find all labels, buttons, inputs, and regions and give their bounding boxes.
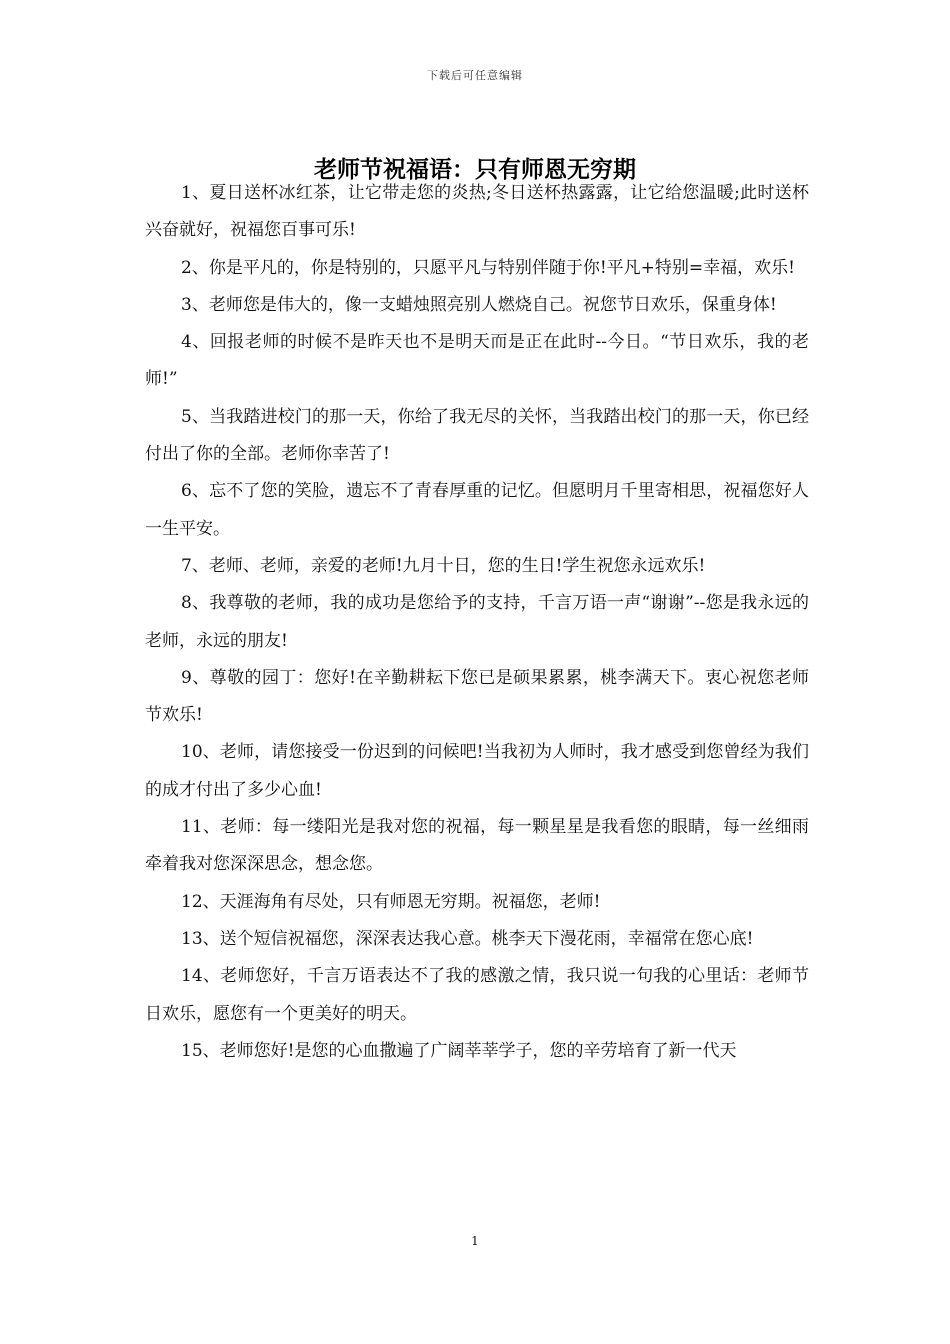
- paragraph-2: 2、你是平凡的，你是特别的，只愿平凡与特别伴随于你!平凡+特别=幸福，欢乐!: [181, 257, 795, 278]
- paragraph-3: 3、老师您是伟大的，像一支蜡烛照亮别人燃烧自己。祝您节日欢乐，保重身体!: [181, 294, 777, 315]
- paragraph-6: 6、忘不了您的笑脸，遗忘不了青春厚重的记忆。但愿明月千里寄相思，祝福您好人一生平安。: [145, 481, 809, 539]
- paragraph-8: 8、我尊敬的老师，我的成功是您给予的支持，千言万语一声“谢谢”--您是我永远的老师，永远的朋友!: [145, 593, 809, 651]
- paragraph-15: 15、老师您好!是您的心血撒遍了广阔莘莘学子，您的辛劳培育了新一代天: [181, 1040, 737, 1061]
- paragraph-4: 4、回报老师的时候不是昨天也不是明天而是正在此时--今日。“节日欢乐，我的老师!”: [145, 332, 809, 390]
- paragraph-7: 7、老师、老师，亲爱的老师!九月十日，您的生日!学生祝您永远欢乐!: [181, 555, 706, 576]
- header-note: 下载后可任意编辑: [427, 69, 523, 82]
- page-number: 1: [471, 1234, 479, 1248]
- paragraph-9: 9、尊敬的园丁：您好!在辛勤耕耘下您已是硕果累累，桃李满天下。衷心祝您老师节欢乐!: [145, 667, 809, 726]
- document-body: [145, 175, 809, 1070]
- paragraph-14: 14、老师您好，千言万语表达不了我的感激之情，我只说一句我的心里话：老师节日欢乐，愿您有一个更美好的明天。: [145, 966, 809, 1024]
- paragraph-11: 11、老师：每一缕阳光是我对您的祝福，每一颗星星是我看您的眼睛，每一丝细雨牵着我对您深深思念，想念您。: [145, 817, 809, 875]
- paragraph-13: 13、送个短信祝福您，深深表达我心意。桃李天下漫花雨，幸福常在您心底!: [181, 928, 754, 949]
- paragraph-10: 10、老师，请您接受一份迟到的问候吧!当我初为人师时，我才感受到您曾经为我们的成才付出了多少心血!: [145, 742, 809, 800]
- paragraph-5: 5、当我踏进校门的那一天，你给了我无尽的关怀，当我踏出校门的那一天，你已经付出了你的全部。老师你幸苦了!: [145, 406, 809, 465]
- paragraph-12: 12、天涯海角有尽处，只有师恩无穷期。祝福您，老师!: [181, 891, 601, 912]
- document-title: 老师节祝福语：只有师恩无穷期: [314, 156, 636, 183]
- paragraph-1: 1、夏日送杯冰红茶，让它带走您的炎热;冬日送杯热露露，让它给您温暖;此时送杯兴奋就好，祝福您百事可乐!: [145, 183, 809, 241]
